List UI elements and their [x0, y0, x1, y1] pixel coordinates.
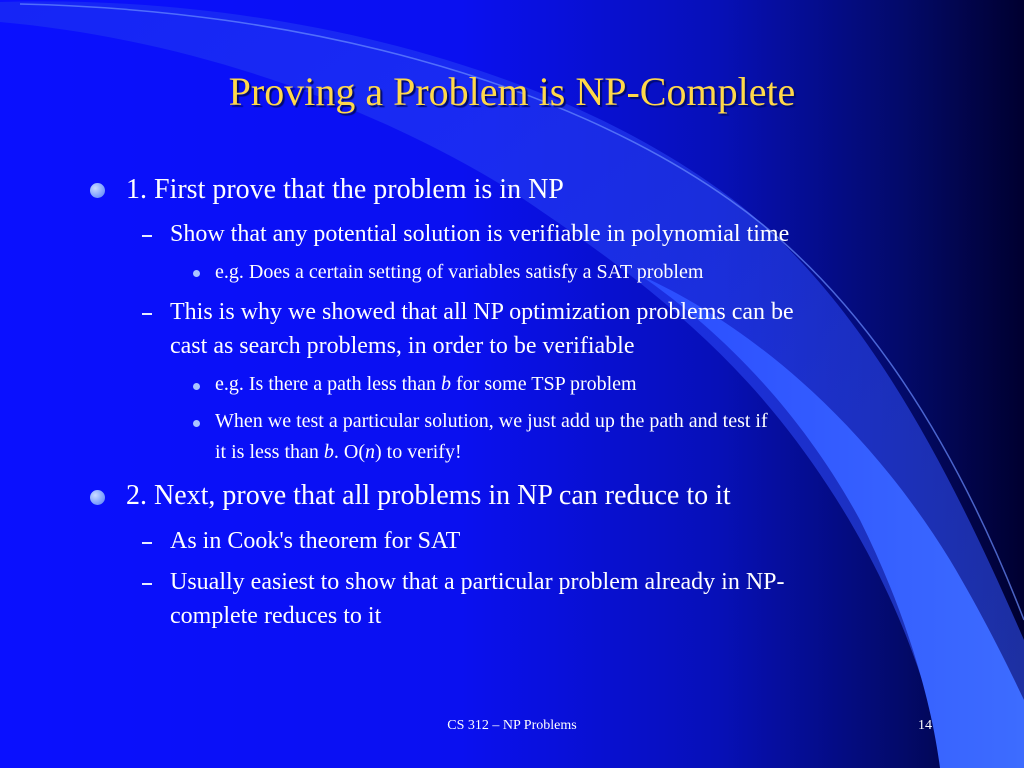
bullet-1-sub-2-line1: This is why we showed that all NP optimization problems can be	[170, 299, 794, 325]
footer-course-title: CS 312 – NP Problems	[447, 718, 577, 733]
bullet-dot-icon	[90, 183, 105, 198]
bullet-1-sub-1: Show that any potential solution is verifiable in polynomial time	[170, 221, 790, 247]
bullet-1-sub-2-line2: cast as search problems, in order to be verifiable	[170, 333, 635, 359]
bullet-1-sub-2-detail-1: e.g. Is there a path less than b for some TSP problem	[215, 373, 637, 395]
bullet-2: 2. Next, prove that all problems in NP can reduce to it	[126, 480, 731, 511]
slide-title: Proving a Problem is NP-Complete	[228, 69, 796, 114]
dash-icon	[142, 583, 152, 585]
bullet-2-sub-2-line2: complete reduces to it	[170, 603, 382, 629]
small-bullet-icon	[193, 270, 200, 277]
small-bullet-icon	[193, 383, 200, 390]
bullet-2-sub-1: As in Cook's theorem for SAT	[170, 528, 461, 554]
bullet-1-sub-1-detail: e.g. Does a certain setting of variables satisfy a SAT problem	[215, 261, 704, 283]
bullet-dot-icon	[90, 490, 105, 505]
bullet-2-sub-2-line1: Usually easiest to show that a particular problem already in NP-	[170, 569, 785, 595]
bullet-1: 1. First prove that the problem is in NP	[126, 174, 564, 205]
small-bullet-icon	[193, 420, 200, 427]
page-number: 14	[918, 718, 932, 733]
bullet-1-sub-2-detail-2-line2: it is less than b. O(n) to verify!	[215, 441, 462, 463]
dash-icon	[142, 313, 152, 315]
dash-icon	[142, 542, 152, 544]
bullet-1-sub-2-detail-2-line1: When we test a particular solution, we just add up the path and test if	[215, 410, 768, 432]
dash-icon	[142, 235, 152, 237]
